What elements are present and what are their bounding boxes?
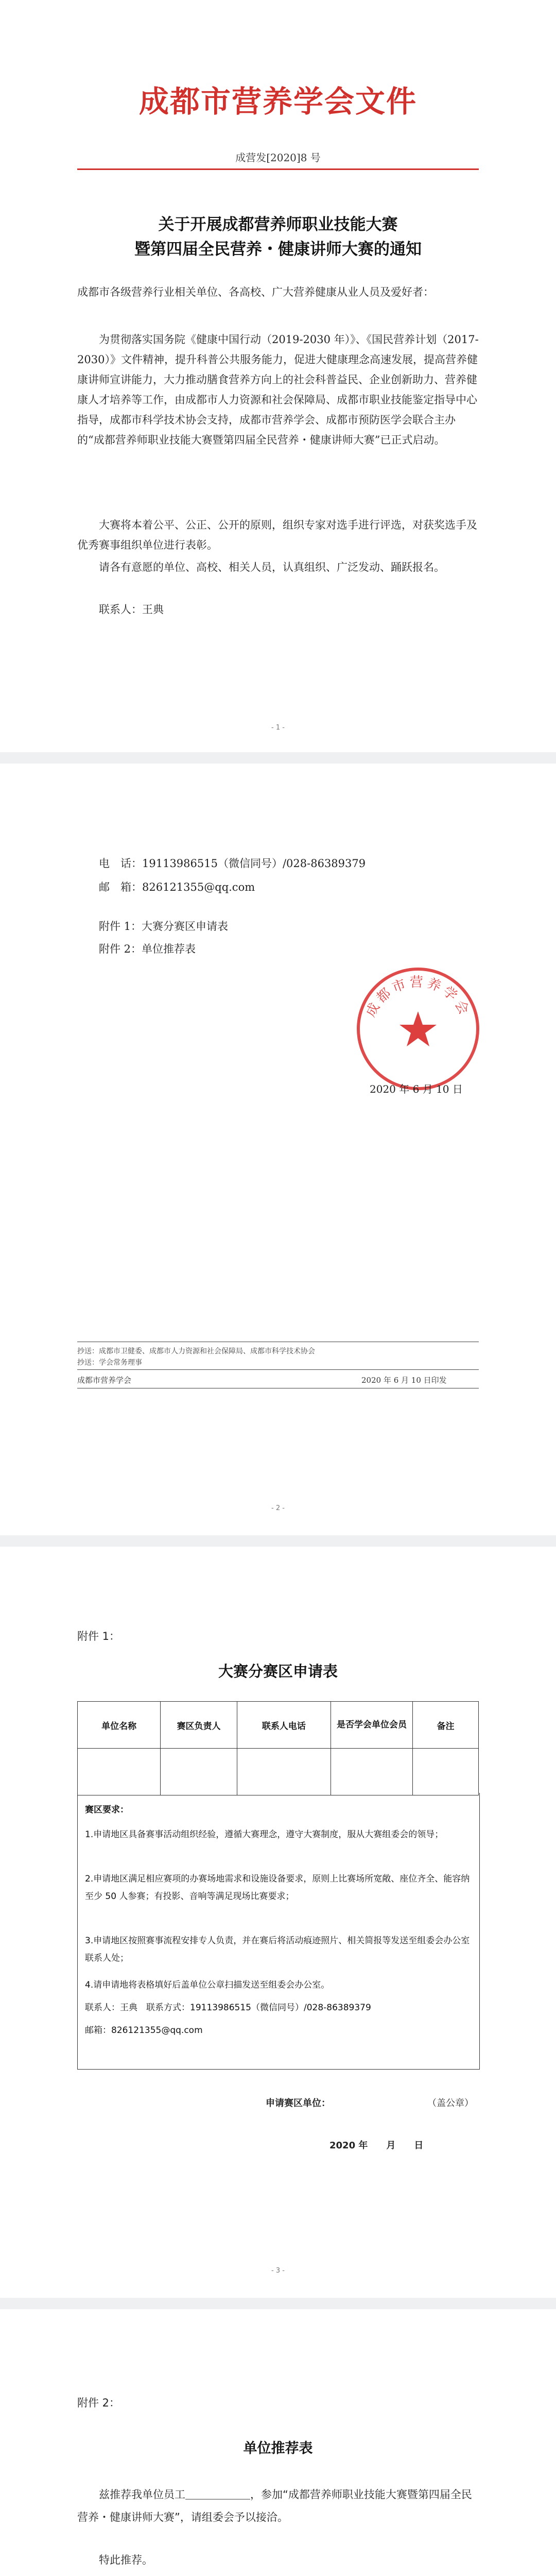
applicant-seal-note: （盖公章） <box>427 2098 474 2109</box>
email-row <box>99 879 255 894</box>
page-number-3: - 3 - <box>271 2267 285 2275</box>
attachment-1-ref: 附件 1：大赛分赛区申请表 <box>99 920 229 933</box>
page-break-2 <box>0 1535 556 1547</box>
applicant-unit-label: 申请赛区单位： <box>266 2098 331 2109</box>
cc-line-2: 抄送：学会常务理事 <box>77 1359 142 1367</box>
col-contact-phone: 联系人电话 <box>237 1702 331 1749</box>
requirement-email: 邮箱：826121355@qq.com <box>85 2025 203 2036</box>
requirement-2: 2.申请地区满足相应赛项的办赛场地需求和设施设备要求，原则上比赛场所宽敞、座位齐全、能容纳至少 50 人参赛；有投影、音响等满足现场比赛要求； <box>85 1874 470 1902</box>
official-seal-icon <box>350 961 486 1097</box>
recommendation-form-title: 单位推荐表 <box>243 2441 313 2456</box>
salutation: 成都市各级营养行业相关单位、各高校、广大营养健康从业人员及爱好者： <box>77 286 434 298</box>
application-form-title: 大赛分赛区申请表 <box>218 1663 338 1680</box>
phone-value: 19113986515（微信同号）/028-86389379 <box>142 857 366 870</box>
requirement-4: 4.请申请地将表格填好后盖单位公章扫描发送至组委会办公室。 <box>85 1980 330 1990</box>
phone-row <box>99 855 366 871</box>
notice-heading-line2: 暨第四届全民营养・健康讲师大赛的通知 <box>134 240 422 259</box>
document-org-title: 成都市营养学会文件 <box>138 84 417 119</box>
paragraph-call: 请各有意愿的单位、高校、相关人员，认真组织、广泛发动、踊跃报名。 <box>99 561 445 573</box>
cell-unit-name[interactable] <box>78 1749 161 1795</box>
email-value: 826121355@qq.com <box>142 881 255 893</box>
contact-person: 联系人：王典 <box>99 603 164 616</box>
phone-label: 电 话： <box>99 857 142 870</box>
page-break-3 <box>0 2298 556 2309</box>
red-divider <box>77 168 479 170</box>
requirement-contact: 联系人：王典 联系方式：19113986515（微信同号）/028-86389379 <box>85 2003 371 2013</box>
notice-heading-line1: 关于开展成都营养师职业技能大赛 <box>158 215 398 234</box>
cc-bottom-rule <box>77 1369 479 1370</box>
cc-line-1: 抄送：成都市卫健委、成都市人力资源和社会保障局、成都市科学技术协会 <box>77 1347 315 1355</box>
paragraph-principle: 大赛将本着公平、公正、公开的原则，组织专家对选手进行评选，对获奖选手及优秀赛事组织单位进行表彰。 <box>77 519 477 551</box>
application-table <box>77 1701 479 1795</box>
attachment-1-label: 附件 1： <box>77 1630 120 1642</box>
footer-date: 2020 年 6 月 10 日印发 <box>361 1376 447 1385</box>
applicant-date: 2020 年 月 日 <box>329 2140 424 2151</box>
col-member-unit: 是否学会单位会员 <box>331 1702 412 1749</box>
document-number: 成营发[2020]8 号 <box>235 151 321 164</box>
page-number-1: - 1 - <box>271 724 285 732</box>
page-break-1 <box>0 752 556 764</box>
requirement-3: 3.申请地区按照赛事流程安排专人负责，并在赛后将活动痕迹照片、相关简报等发送至组委会办公室联系人处； <box>85 1936 470 1963</box>
email-label: 邮 箱： <box>99 881 142 893</box>
requirement-1: 1.申请地区具备赛事活动组织经验，遵循大赛理念，遵守大赛制度，服从大赛组委会的领导； <box>85 1829 444 1840</box>
footer-org: 成都市营养学会 <box>77 1376 132 1385</box>
table-header-row <box>78 1702 479 1749</box>
seal-text: 成都市营养学会 <box>363 975 473 1020</box>
recommendation-body: 兹推荐我单位员工＿＿＿＿＿＿，参加“成都营养师职业技能大赛暨第四届全民营养・健康讲师大赛”，请组委会予以接洽。 <box>77 2488 472 2523</box>
page-number-2: - 2 - <box>271 1504 285 1512</box>
cell-region-lead[interactable] <box>161 1749 237 1795</box>
col-unit-name: 单位名称 <box>78 1702 161 1749</box>
requirements-box <box>77 1793 480 2070</box>
col-region-lead: 赛区负责人 <box>161 1702 237 1749</box>
recommendation-closing: 特此推荐。 <box>99 2554 153 2566</box>
cell-contact-phone[interactable] <box>237 1749 331 1795</box>
paragraph-purpose: 为贯彻落实国务院《健康中国行动（2019-2030 年）》、《国民营养计划（2017-2030）》文件精神，提升科普公共服务能力，促进大健康理念高速发展，提高营养健康讲师宣讲能力，大力推动膳食营养方向上的社会科普益民、企业创新助力、营养健康人才培养等工作，由成都市人力资源和社会保障局、成都市职业技能鉴定指导中心指导，成都市科学技术协会支持，成都市营养学会、成都市预防医学会联合主办的“成都营养师职业技能大赛暨第四届全民营养・健康讲师大赛”已正式启动。 <box>77 333 479 446</box>
cell-member-unit[interactable] <box>331 1749 412 1795</box>
requirements-title: 赛区要求： <box>85 1805 129 1815</box>
issue-date: 2020 年 6 月 10 日 <box>370 1083 463 1095</box>
attachment-2-ref: 附件 2：单位推荐表 <box>99 943 196 955</box>
cell-remarks[interactable] <box>413 1749 479 1795</box>
col-remarks: 备注 <box>413 1702 479 1749</box>
table-entry-row <box>78 1749 479 1795</box>
attachment-2-label: 附件 2： <box>77 2397 120 2409</box>
